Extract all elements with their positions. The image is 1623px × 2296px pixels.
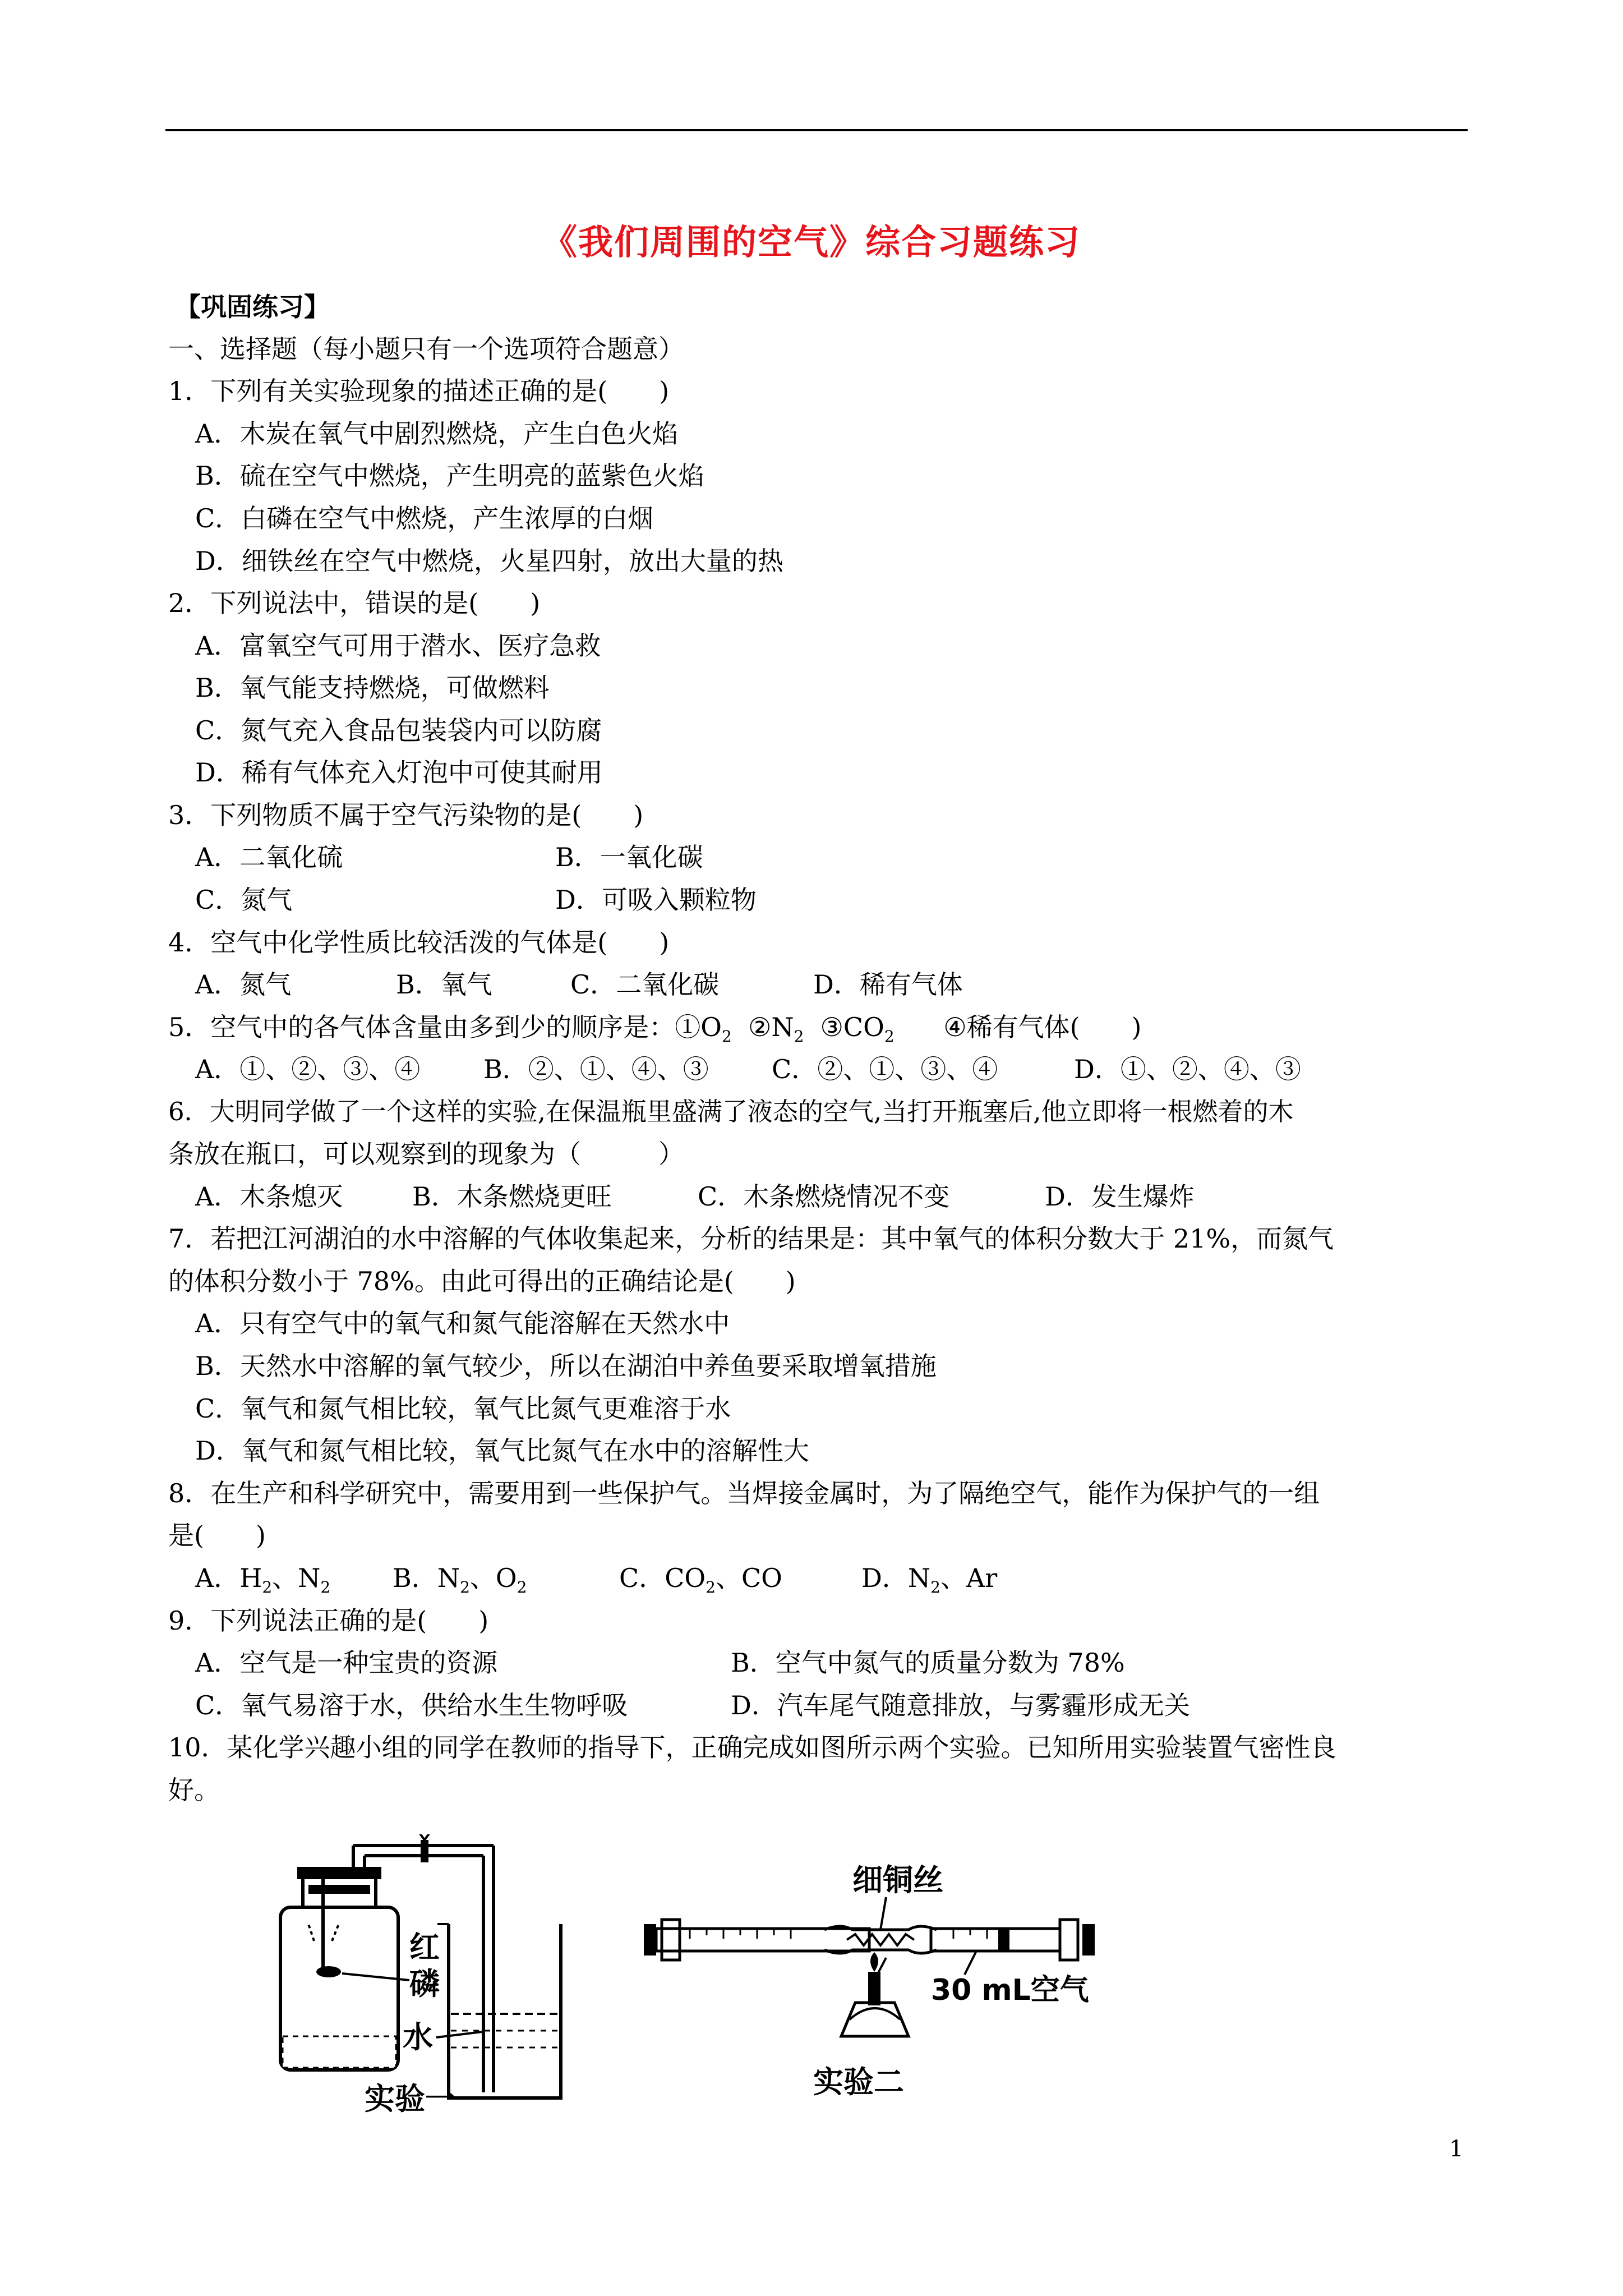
part-heading: 一、选择题（每小题只有一个选项符合题意） (168, 334, 684, 364)
question-6-option-a: A．木条熄灭 (195, 1181, 343, 1212)
q8-b-sub: 2 (460, 1578, 470, 1597)
question-9-option-a: A．空气是一种宝贵的资源 (195, 1648, 498, 1678)
air-volume-label: 30 mL空气 (931, 1973, 1089, 2007)
question-5-option-d: D．①、②、④、③ (1074, 1054, 1301, 1084)
q8-a-mid: 、N (272, 1563, 321, 1593)
q8-b-sub2: 2 (517, 1578, 527, 1597)
experiment-two-figure (639, 1857, 1099, 2115)
question-10-stem-line-2: 好。 (168, 1775, 220, 1805)
q8-d-sub: 2 (930, 1578, 940, 1597)
question-6-stem-line-2: 条放在瓶口，可以观察到的现象为（ ） (168, 1139, 684, 1169)
header-rule (165, 129, 1468, 131)
question-5-item-3: ③CO (820, 1012, 884, 1042)
question-6-stem-line-1: 6．大明同学做了一个这样的实验,在保温瓶里盛满了液态的空气,当打开瓶塞后,他立即将一根燃着的木 (168, 1097, 1294, 1126)
question-5-item-2-sub: 2 (794, 1027, 804, 1046)
question-3-option-d: D．可吸入颗粒物 (555, 885, 757, 915)
question-1-option-a: A．木炭在氧气中剧烈燃烧，产生白色火焰 (195, 418, 679, 449)
question-8-option-d (861, 1561, 997, 1604)
q8-b-pre: B．N (393, 1563, 460, 1593)
question-8-stem-line-2: 是( ) (168, 1520, 266, 1550)
page-title: 《我们周围的空气》综合习题练习 (542, 222, 1081, 263)
question-6-option-c: C．木条燃烧情况不变 (698, 1181, 950, 1212)
question-4-option-a: A．氮气 (195, 969, 292, 1000)
section-heading: 【巩固练习】 (175, 292, 330, 322)
q8-a-pre: A．H (195, 1563, 262, 1593)
question-4-option-d: D．稀有气体 (813, 969, 963, 1000)
question-5-option-a: A．①、②、③、④ (195, 1054, 421, 1084)
question-5-option-b: B．②、①、④、③ (483, 1054, 709, 1084)
question-2-option-b: B．氧气能支持燃烧，可做燃料 (195, 673, 550, 703)
q8-c-mid: 、CO (715, 1563, 782, 1593)
question-5-item-4: ④稀有气体( ) (943, 1012, 1142, 1042)
experiment-one-figure (269, 1834, 617, 2115)
question-7-stem-line-2: 的体积分数小于 78%。由此可得出的正确结论是( ) (168, 1266, 796, 1296)
red-label: 红 (409, 1930, 440, 1965)
question-8-option-b (393, 1561, 527, 1604)
question-7-stem-line-1: 7．若把江河湖泊的水中溶解的气体收集起来，分析的结果是：其中氧气的体积分数大于 21%，而氮气 (168, 1223, 1334, 1254)
question-9-stem: 9．下列说法正确的是( ) (168, 1605, 489, 1636)
question-5-item-1: ①O (675, 1012, 722, 1042)
q8-c-pre: C．CO (619, 1563, 706, 1593)
question-3-option-a: A．二氧化硫 (195, 842, 343, 872)
question-5-stem-prefix: 5．空气中的各气体含量由多到少的顺序是： (168, 1012, 675, 1042)
experiment-two-caption: 实验二 (813, 2064, 904, 2100)
question-9-option-c: C．氧气易溶于水，供给水生生物呼吸 (195, 1690, 628, 1720)
experiment-one-caption: 实验一 (365, 2081, 455, 2115)
water-label: 水 (403, 2019, 433, 2055)
q8-d-mid: 、Ar (940, 1563, 998, 1593)
question-4-stem: 4．空气中化学性质比较活泼的气体是( ) (168, 927, 670, 958)
copper-wire-label: 细铜丝 (852, 1862, 943, 1898)
question-2-option-d: D．稀有气体充入灯泡中可使其耐用 (195, 757, 603, 788)
question-5-item-1-sub: 2 (722, 1027, 732, 1046)
question-2-option-a: A．富氧空气可用于潜水、医疗急救 (195, 631, 601, 661)
question-3-stem: 3．下列物质不属于空气污染物的是( ) (168, 800, 644, 830)
question-2-option-c: C．氮气充入食品包装袋内可以防腐 (195, 715, 602, 746)
q8-b-mid: 、O (469, 1563, 517, 1593)
q8-a-sub2: 2 (320, 1578, 331, 1597)
q8-d-pre: D．N (861, 1563, 931, 1593)
question-2-stem: 2．下列说法中，错误的是( ) (168, 588, 541, 618)
question-8-stem-line-1: 8．在生产和科学研究中，需要用到一些保护气。当焊接金属时，为了隔绝空气，能作为保护气的一组 (168, 1478, 1320, 1508)
question-5-item-2: ②N (748, 1012, 794, 1042)
question-1-option-c: C．白磷在空气中燃烧，产生浓厚的白烟 (195, 503, 654, 533)
phosphorus-label: 磷 (409, 1966, 440, 2001)
question-4-option-c: C．二氧化碳 (570, 969, 720, 1000)
question-7-option-a: A．只有空气中的氧气和氮气能溶解在天然水中 (195, 1308, 730, 1338)
question-1-option-d: D．细铁丝在空气中燃烧，火星四射，放出大量的热 (195, 546, 783, 576)
question-6-option-d: D．发生爆炸 (1045, 1181, 1195, 1212)
question-10-stem-line-1: 10．某化学兴趣小组的同学在教师的指导下，正确完成如图所示两个实验。已知所用实验装置气密性良 (168, 1732, 1336, 1763)
question-7-option-b: B．天然水中溶解的氧气较少，所以在湖泊中养鱼要采取增氧措施 (195, 1351, 937, 1381)
question-7-option-d: D．氧气和氮气相比较，氧气比氮气在水中的溶解性大 (195, 1435, 809, 1466)
question-1-stem: 1．下列有关实验现象的描述正确的是( ) (168, 376, 670, 406)
question-3-option-c: C．氮气 (195, 885, 293, 915)
question-5-stem (168, 1010, 1142, 1053)
question-6-option-b: B．木条燃烧更旺 (412, 1181, 612, 1212)
question-9-option-d: D．汽车尾气随意排放，与雾霾形成无关 (731, 1690, 1190, 1720)
page-number: 1 (1449, 2136, 1464, 2162)
question-8-option-a (195, 1561, 330, 1604)
question-9-option-b: B．空气中氮气的质量分数为 78% (731, 1648, 1125, 1678)
question-1-option-b: B．硫在空气中燃烧，产生明亮的蓝紫色火焰 (195, 461, 704, 491)
question-8-option-c (619, 1561, 782, 1604)
q8-c-sub: 2 (706, 1578, 716, 1597)
q8-a-sub: 2 (262, 1578, 273, 1597)
question-4-option-b: B．氧气 (396, 969, 492, 1000)
question-5-option-c: C．②、①、③、④ (772, 1054, 998, 1084)
question-5-item-3-sub: 2 (884, 1027, 895, 1046)
question-3-option-b: B．一氧化碳 (555, 842, 703, 872)
question-7-option-c: C．氧气和氮气相比较，氧气比氮气更难溶于水 (195, 1393, 731, 1424)
